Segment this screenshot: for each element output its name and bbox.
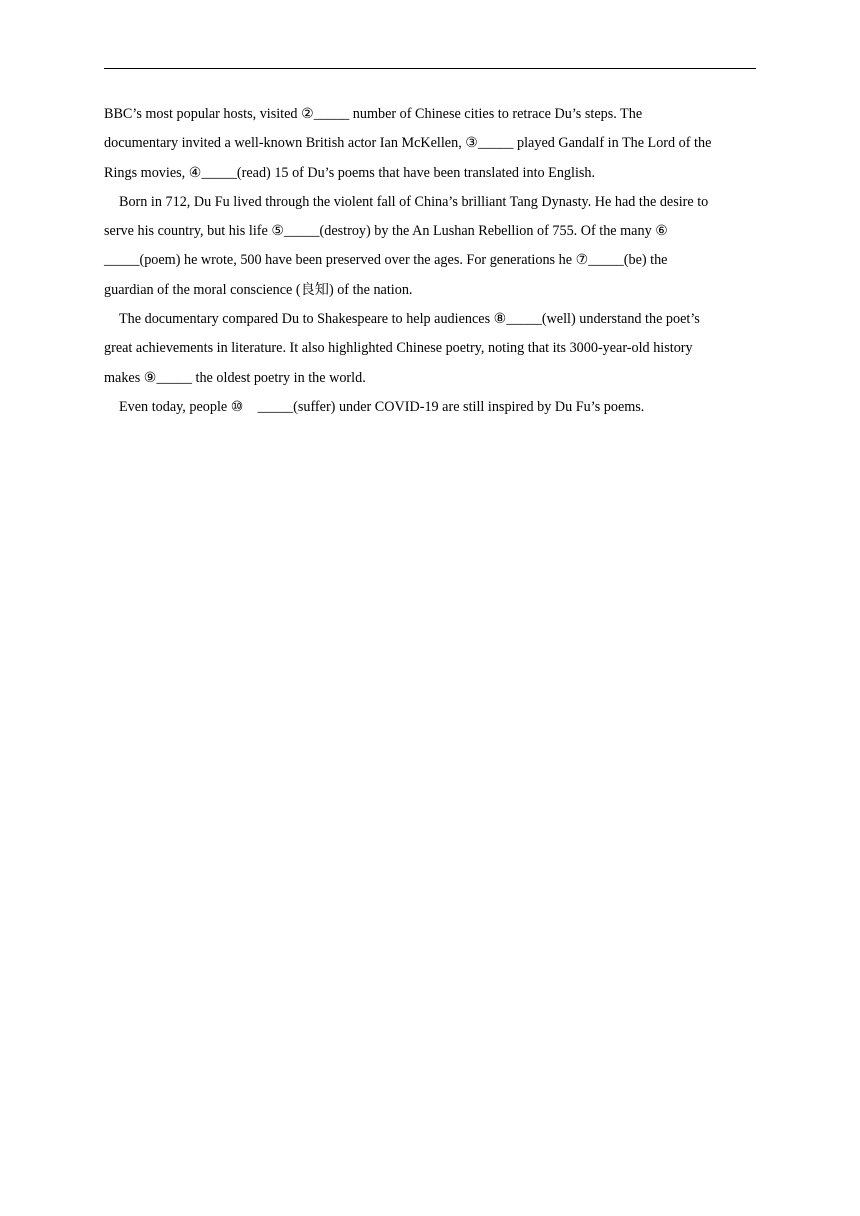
passage-line: Born in 712, Du Fu lived through the violent fall of China’s brilliant Tang Dynasty. He had the desire to — [119, 193, 709, 210]
passage-line: guardian of the moral conscience (良知) of the nation. — [104, 281, 413, 298]
passage-line: Even today, people ⑩ _____(suffer) under COVID-19 are still inspired by Du Fu’s poems. — [119, 398, 645, 415]
passage-line: The documentary compared Du to Shakespeare to help audiences ⑧_____(well) understand the poet’s — [119, 311, 700, 328]
passage-text — [104, 100, 764, 422]
header-rule — [104, 68, 756, 69]
passage-line: BBC’s most popular hosts, visited ②_____ number of Chinese cities to retrace Du’s steps. The — [104, 106, 643, 122]
passage-line: _____(poem) he wrote, 500 have been preserved over the ages. For generations he ⑦_____(be) the — [104, 252, 668, 269]
passage-line: makes ⑨_____ the oldest poetry in the world. — [104, 369, 366, 386]
passage-line: great achievements in literature. It also highlighted Chinese poetry, noting that its 3000-year-old history — [104, 340, 693, 357]
passage-line: serve his country, but his life ⑤_____(destroy) by the An Lushan Rebellion of 755. Of the many ⑥ — [104, 223, 668, 240]
passage-line: Rings movies, ④_____(read) 15 of Du’s poems that have been translated into English. — [104, 164, 596, 181]
passage-line: documentary invited a well-known British actor Ian McKellen, ③_____ played Gandalf in The Lord of the — [104, 135, 712, 152]
